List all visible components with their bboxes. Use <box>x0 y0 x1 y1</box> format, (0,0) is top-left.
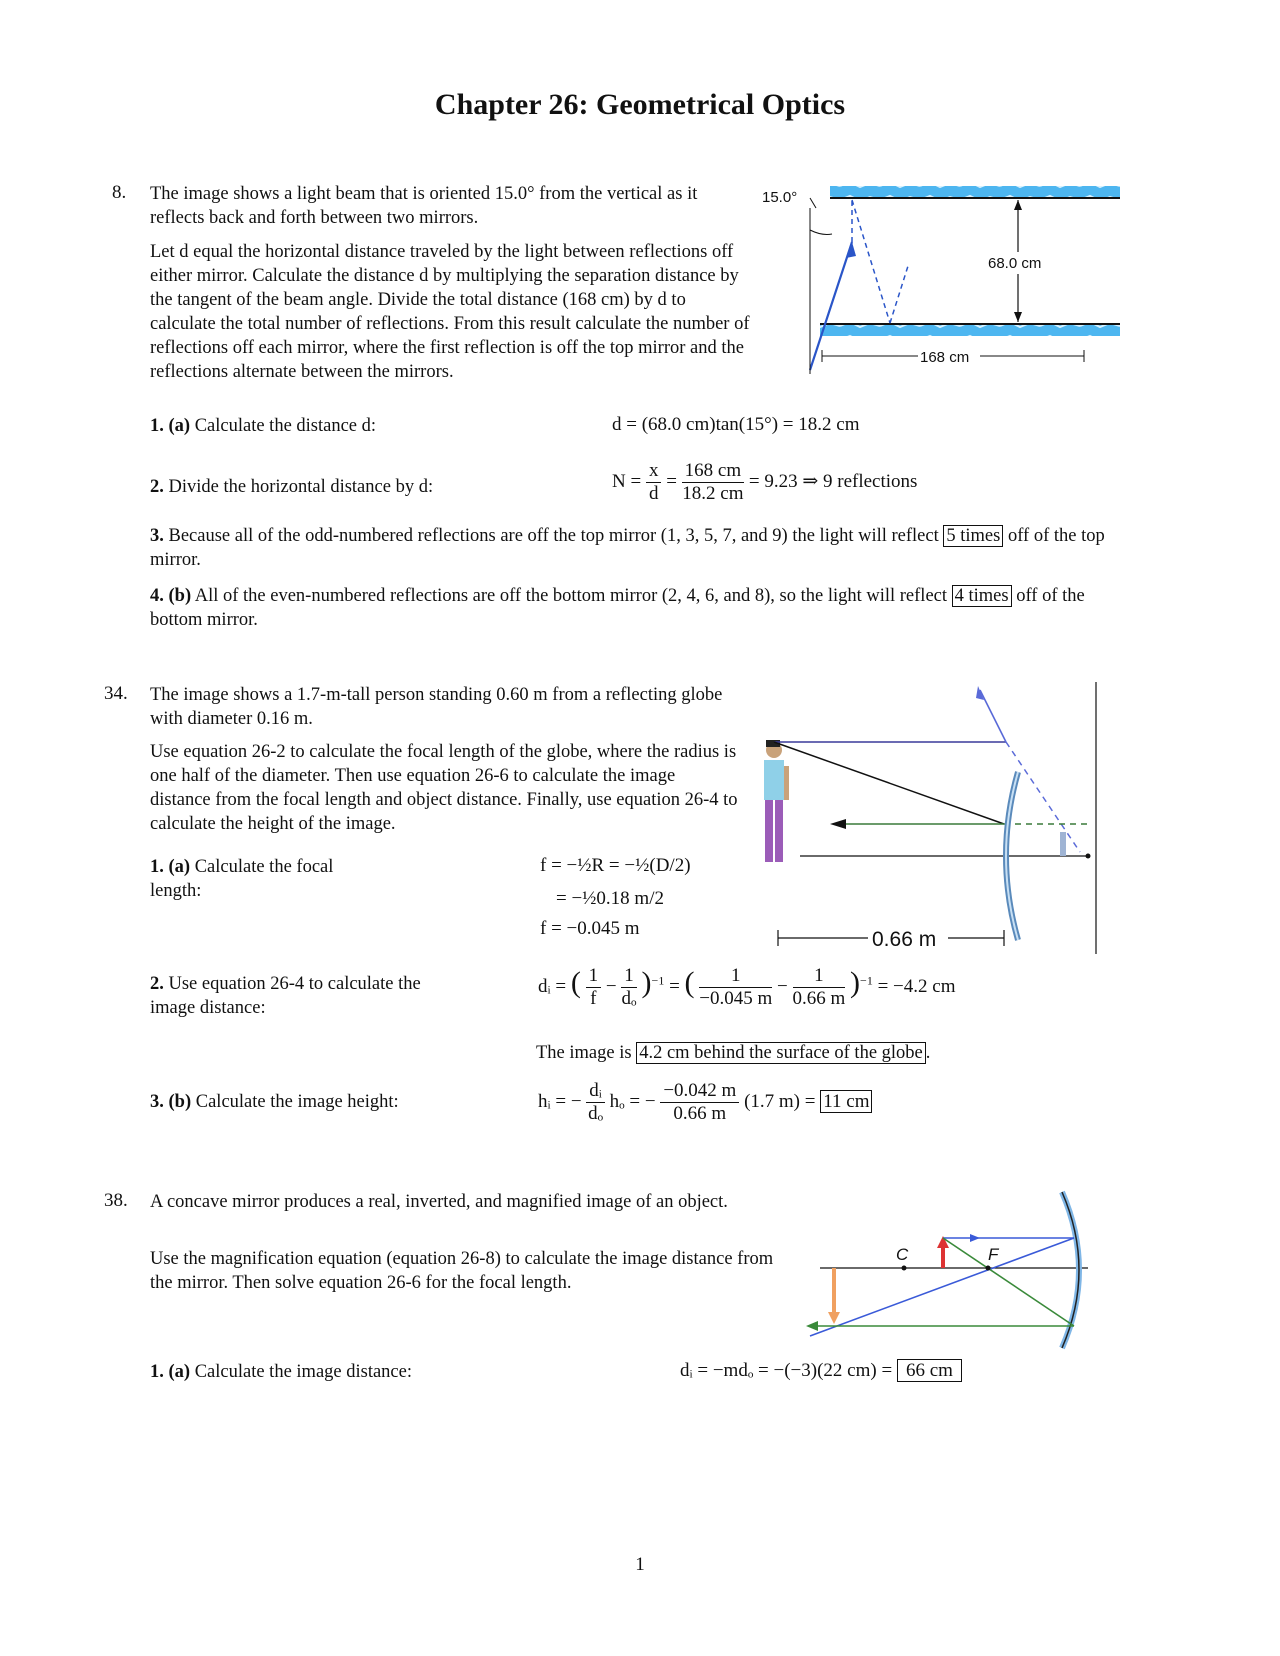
step-label: 2. <box>150 477 164 497</box>
top-mirror <box>830 186 1120 198</box>
angle-label: 15.0° <box>762 189 798 206</box>
equation-image-height: hᵢ = − $\frac{\text{dᵢ}}{\text{dₒ}}$ hₒ = − $\frac{-0.042 m}{0.66 m}$ (1.7 m) = 11 cm <box>538 1080 872 1125</box>
answer-box: 5 times <box>943 525 1003 547</box>
answer-box: 4.2 cm behind the surface of the globe <box>636 1042 926 1064</box>
step-label-row <box>150 414 376 438</box>
center-of-curvature-label: C <box>896 1245 909 1264</box>
equation-image-distance: dᵢ = ( $\frac{1}{f}$ − $\frac{1}{\text{dₒ}}$ )$^{-1}$ = ( $\frac{1}{-0.045 m}$ − $\frac{1}{0.66 m}$ )$^{-1}$ = −4.2 cm <box>538 965 956 1009</box>
distance-label: 0.66 m <box>872 928 937 951</box>
problem-intro: The image shows a light beam that is oriented 15.0° from the vertical as it reflects back and forth between two mirrors. <box>150 184 698 228</box>
answer-box: 11 cm <box>820 1090 872 1113</box>
answer-box: 4 times <box>952 585 1012 607</box>
answer-box: 66 cm <box>897 1359 962 1382</box>
light-beam <box>810 242 852 370</box>
problem-number: 38. <box>104 1190 128 1211</box>
equation-focal-line-1: f = −½R = −½(D/2) <box>540 855 691 876</box>
step-text: Divide the horizontal distance by d: <box>168 477 434 497</box>
problem-number: 34. <box>104 683 128 704</box>
problem-intro: The image shows a 1.7-m-tall person standing 0.60 m from a reflecting globe with diameter 0.16 m. <box>150 685 723 729</box>
step-label-row: 2. Use equation 26-4 to calculate the image distance: <box>150 974 421 1018</box>
equation-focal-line-3: f = −0.045 m <box>540 918 640 939</box>
page-number: 1 <box>635 1554 645 1575</box>
equation-focal-line-2: = −½0.18 m/2 <box>556 888 664 909</box>
problem-strategy: Use the magnification equation (equation 26-8) to calculate the image distance from the mirror. Then solve equation 26-6 for the focal length. <box>150 1249 774 1293</box>
separation-label: 68.0 cm <box>988 255 1042 272</box>
bottom-mirror <box>820 324 1120 336</box>
person-icon <box>764 740 789 862</box>
equation-distance-d: d = (68.0 cm)tan(15°) = 18.2 cm <box>612 414 860 435</box>
problem-strategy: Use equation 26-2 to calculate the focal length of the globe, where the radius is one half of the diameter. Then use equation 26-6 to calculate the image distance from the focal length and object distance. Finally, use equation 26-4 to calculate the height of the image. <box>150 742 738 834</box>
step-text: Calculate the distance d: <box>194 416 377 436</box>
equation-image-distance-38: dᵢ = −mdₒ = −(−3)(22 cm) = 66 cm <box>680 1360 962 1382</box>
image-location-conclusion: The image is 4.2 cm behind the surface of the globe . <box>536 1043 931 1063</box>
mirror-reflection-figure <box>760 178 1140 398</box>
step-3-conclusion: 3. Because all of the odd-numbered reflections are off the top mirror (1, 3, 5, 7, and 9) the light will reflect 5 times off of the top mirror. <box>150 526 1105 570</box>
step-label-row <box>150 475 433 499</box>
step-label: 1. (a) <box>150 416 191 436</box>
globe-reflection-figure <box>750 682 1110 972</box>
problem-strategy: Let d equal the horizontal distance traveled by the light between reflections off either mirror. Calculate the distance d by multiplying the separation distance by the tangent of the beam angle. Divide the total distance (168 cm) by d to calculate the total number of reflections. From this result calculate the number of reflections off each mirror, where the first reflection is off the top mirror and the reflections alternate between the mirrors. <box>150 242 750 382</box>
step-label-row: 1. (a) Calculate the image distance: <box>150 1362 412 1382</box>
step-4-conclusion: 4. (b) All of the even-numbered reflections are off the bottom mirror (2, 4, 6, and 8), so the light will reflect 4 times off of the bottom mirror. <box>150 586 1085 630</box>
page-title: Chapter 26: Geometrical Optics <box>434 88 846 121</box>
step-label-row: 1. (a) Calculate the focal length: <box>150 857 334 901</box>
problem-intro: A concave mirror produces a real, inverted, and magnified image of an object. <box>150 1192 728 1212</box>
step-label-row: 3. (b) Calculate the image height: <box>150 1092 399 1112</box>
length-label: 168 cm <box>920 349 970 366</box>
equation-reflections: N = $\frac{x}{d}$ = $\frac{168 cm}{18.2 cm}$ = 9.23 ⇒ 9 reflections <box>612 460 918 504</box>
concave-mirror-figure <box>800 1186 1100 1358</box>
problem-number: 8. <box>112 182 127 203</box>
focal-point-label: F <box>988 1245 999 1264</box>
